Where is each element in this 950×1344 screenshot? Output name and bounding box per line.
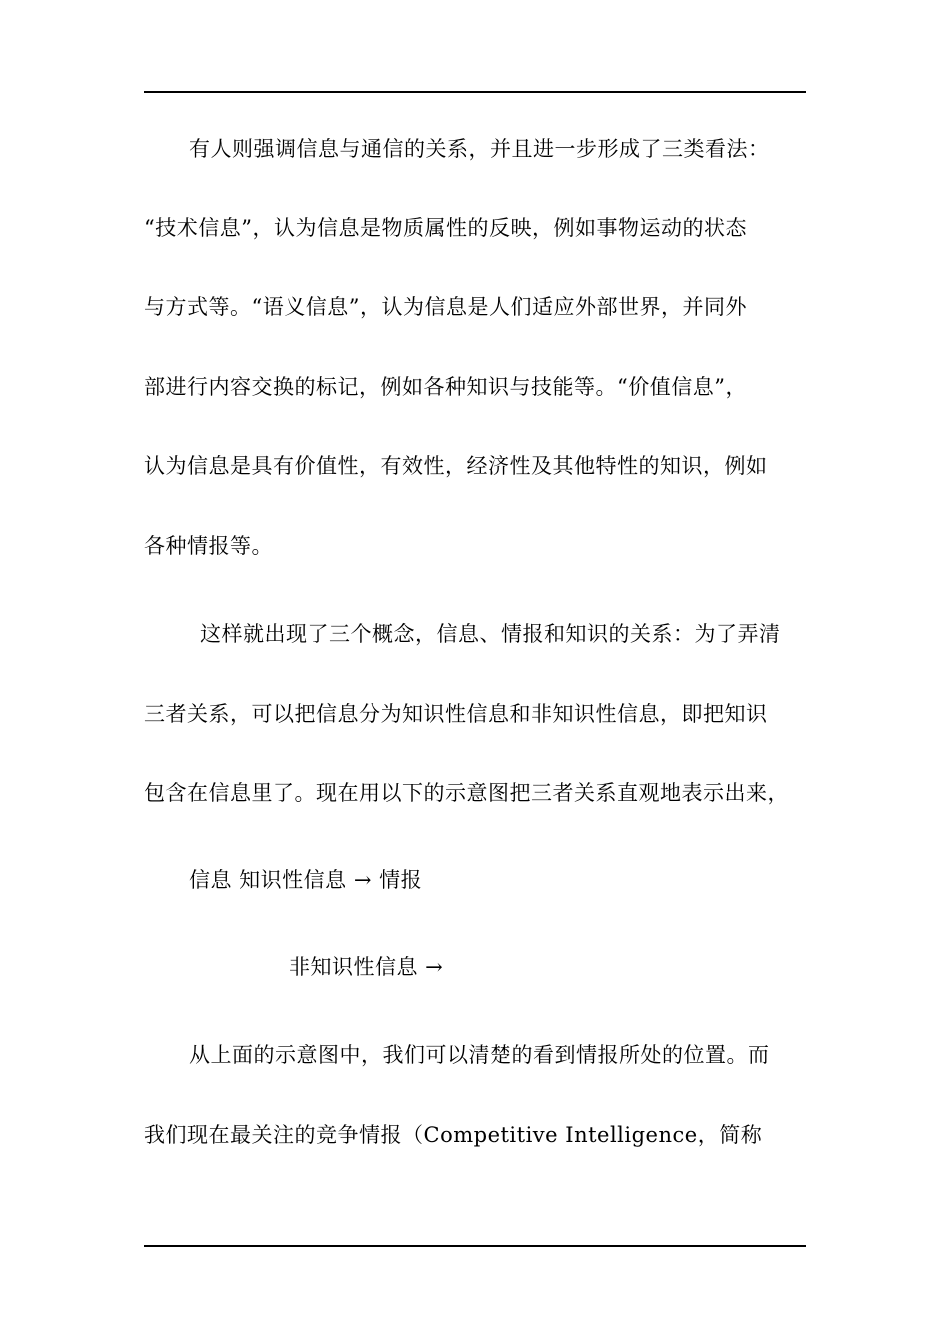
paragraph-1-line-6: 各种情报等。 — [144, 534, 273, 558]
diagram-line-2: 非知识性信息 → — [289, 955, 444, 979]
diagram-line-1: 信息 知识性信息 → 情报 — [189, 868, 423, 892]
paragraph-1-line-1: 有人则强调信息与通信的关系，并且进一步形成了三类看法： — [189, 137, 770, 161]
paragraph-1-line-3: 与方式等。“语义信息”，认为信息是人们适应外部世界，并同外 — [144, 295, 747, 319]
paragraph-2-line-2: 三者关系，可以把信息分为知识性信息和非知识性信息，即把知识 — [144, 702, 768, 726]
paragraph-2-line-1: 这样就出现了三个概念，信息、情报和知识的关系：为了弄清 — [200, 622, 781, 646]
paragraph-3-line-2: 我们现在最关注的竞争情报（Competitive Intelligence，简称 — [144, 1123, 763, 1147]
paragraph-1-line-4: 部进行内容交换的标记，例如各种知识与技能等。“价值信息”， — [144, 375, 747, 399]
paragraph-1-line-2: “技术信息”，认为信息是物质属性的反映，例如事物运动的状态 — [144, 216, 747, 240]
paragraph-1-line-5: 认为信息是具有价值性，有效性，经济性及其他特性的知识，例如 — [144, 454, 768, 478]
header-rule — [144, 91, 806, 93]
footer-rule — [144, 1245, 806, 1247]
paragraph-3-line-1: 从上面的示意图中，我们可以清楚的看到情报所处的位置。而 — [189, 1043, 770, 1067]
paragraph-2-line-3: 包含在信息里了。现在用以下的示意图把三者关系直观地表示出来， — [144, 781, 789, 805]
